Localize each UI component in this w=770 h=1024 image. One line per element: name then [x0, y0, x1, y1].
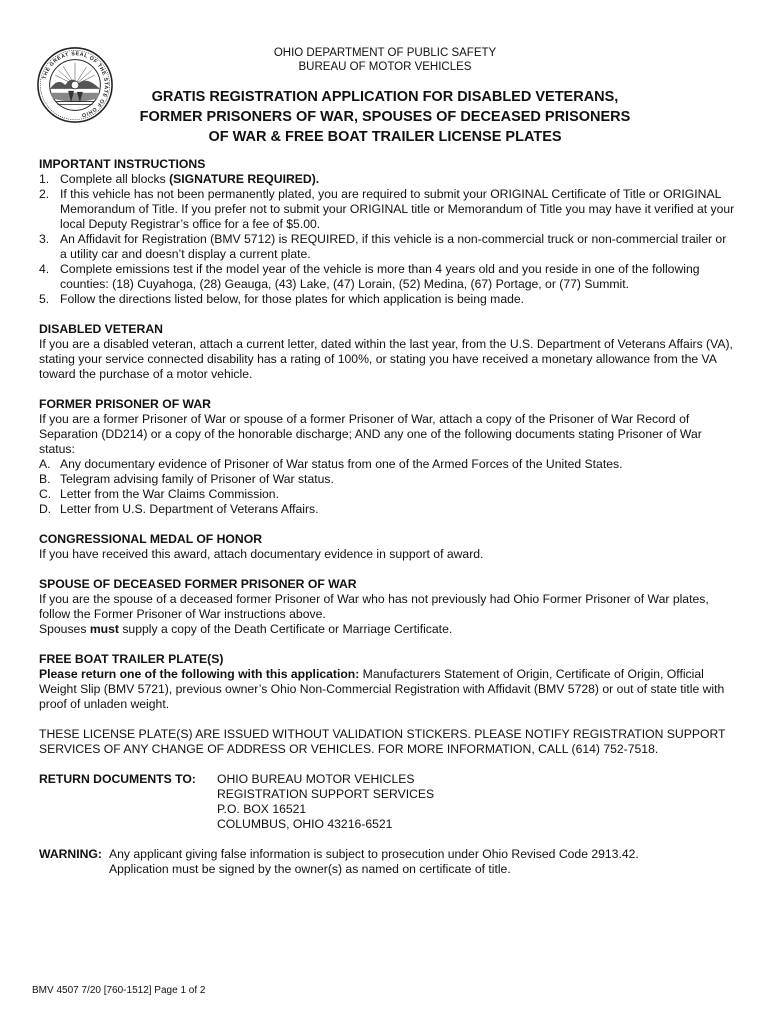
- item-text-plain: Complete all blocks: [60, 172, 170, 186]
- item-text: If this vehicle has not been permanently plated, you are required to submit your ORIGINAL Certificate of Title or ORIGINAL Memorandum of Title. If you prefer not to submit your ORIGINAL title or Memorandum of Title you may have it verified at your local Deputy Registrar’s office for a fee of $5.00.: [60, 187, 735, 231]
- instruction-item: [39, 172, 735, 187]
- item-number: 2.: [39, 187, 50, 201]
- address-line: P.O. BOX 16521: [217, 802, 307, 816]
- text-part: Manufacturers Statement of Origin, Certificate of Origin, Official Weight Slip (BMV 5721), previous owner’s Ohio Non-Commercial Registration with Affidavit (BMV 5728) or out of state title with proof of unladen weight.: [39, 667, 725, 711]
- title-line: GRATIS REGISTRATION APPLICATION FOR DISABLED VETERANS,: [151, 89, 619, 105]
- spouse-section: [39, 577, 735, 637]
- item-number: 4.: [39, 262, 50, 276]
- item-text: Any documentary evidence of Prisoner of War status from one of the Armed Forces of the United States.: [60, 457, 623, 471]
- item-number: 1.: [39, 172, 50, 186]
- instruction-item: [39, 262, 735, 292]
- instructions-heading: IMPORTANT INSTRUCTIONS: [39, 157, 206, 171]
- section-heading: DISABLED VETERAN: [39, 322, 163, 336]
- item-letter: A.: [39, 457, 51, 471]
- section-text: If you are the spouse of a deceased former Prisoner of War who has not previously had Ohio Former Prisoner of War plates, follow the Former Prisoner of War instructions above.: [39, 592, 709, 621]
- pow-document-item: [39, 472, 735, 487]
- form-body: [39, 157, 735, 877]
- svg-text:THE GREAT SEAL OF THE STATE OF: THE GREAT SEAL OF THE STATE OF OHIO: [41, 51, 109, 119]
- item-text: Letter from the War Claims Commission.: [60, 487, 279, 501]
- return-label: RETURN DOCUMENTS TO:: [39, 772, 196, 786]
- item-text: Follow the directions listed below, for those plates for which application is being made.: [60, 292, 525, 306]
- item-letter: B.: [39, 472, 51, 486]
- agency-name: OHIO DEPARTMENT OF PUBLIC SAFETY: [273, 47, 497, 59]
- return-address: [217, 772, 434, 832]
- address-line: OHIO BUREAU MOTOR VEHICLES: [217, 772, 415, 786]
- section-heading: SPOUSE OF DECEASED FORMER PRISONER OF WAR: [39, 577, 357, 591]
- section-text: [39, 667, 735, 712]
- section-text: If you have received this award, attach documentary evidence in support of award.: [39, 547, 484, 561]
- item-text: Telegram advising family of Prisoner of War status.: [60, 472, 334, 486]
- address-line: REGISTRATION SUPPORT SERVICES: [217, 787, 435, 801]
- agency-header: [0, 46, 770, 74]
- text-part: Spouses: [39, 622, 90, 636]
- item-text: Complete emissions test if the model year of the vehicle is more than 4 years old and you reside in one of the following counties: (18) Cuyahoga, (28) Geauga, (43) Lake, (47) Lorain, (52) Medina, (67) Portage, or (77) Summit.: [60, 262, 700, 291]
- title-line: OF WAR & FREE BOAT TRAILER LICENSE PLATES: [208, 129, 562, 145]
- warning-line: Application must be signed by the owner(s) as named on certificate of title.: [109, 862, 511, 876]
- warning-label: WARNING:: [39, 847, 102, 861]
- instruction-item: [39, 232, 735, 262]
- bold-lead: Please return one of the following with this application:: [39, 667, 360, 681]
- pow-document-item: [39, 457, 735, 472]
- pow-document-item: [39, 502, 735, 517]
- spouse-requirement: [39, 622, 735, 637]
- instructions-section: [39, 157, 735, 307]
- form-title: [0, 87, 770, 147]
- item-text: [60, 172, 735, 187]
- instruction-item: [39, 292, 735, 307]
- item-text: An Affidavit for Registration (BMV 5712) is REQUIRED, if this vehicle is a non-commercial truck or non-commercial trailer or a utility car and doesn’t display a current plate.: [60, 232, 727, 261]
- warning-text: [109, 847, 639, 877]
- instruction-item: [39, 187, 735, 232]
- medal-of-honor-section: [39, 532, 735, 562]
- boat-trailer-section: [39, 652, 735, 712]
- pow-document-item: [39, 487, 735, 502]
- bureau-name: BUREAU OF MOTOR VEHICLES: [298, 61, 472, 73]
- section-heading: FREE BOAT TRAILER PLATE(S): [39, 652, 224, 666]
- item-number: 3.: [39, 232, 50, 246]
- text-part: supply a copy of the Death Certificate or Marriage Certificate.: [118, 622, 453, 636]
- warning-line: Any applicant giving false information is subject to prosecution under Ohio Revised Code 2913.42.: [109, 847, 639, 861]
- item-letter: D.: [39, 502, 52, 516]
- section-heading: CONGRESSIONAL MEDAL OF HONOR: [39, 532, 262, 546]
- section-heading: FORMER PRISONER OF WAR: [39, 397, 211, 411]
- section-text: If you are a former Prisoner of War or spouse of a former Prisoner of War, attach a copy of the Prisoner of War Record of Separation (DD214) or a copy of the honorable discharge; AND any one of the following documents stating Prisoner of War status:: [39, 412, 702, 456]
- notice-text: THESE LICENSE PLATE(S) ARE ISSUED WITHOUT VALIDATION STICKERS. PLEASE NOTIFY REGISTRATION SUPPORT SERVICES OF ANY CHANGE OF ADDRESS OR VEHICLES. FOR MORE INFORMATION, CALL (614) 752-7518.: [39, 727, 726, 756]
- item-number: 5.: [39, 292, 50, 306]
- return-documents: [39, 772, 735, 832]
- form-footer: BMV 4507 7/20 [760-1512] Page 1 of 2: [32, 985, 206, 996]
- section-text: If you are a disabled veteran, attach a current letter, dated within the last year, from the U.S. Department of Veterans Affairs (VA), stating your service connected disability has a rating of 100%, or stating you have received a monetary allowance from the VA toward the purchase of a motor vehicle.: [39, 337, 733, 381]
- emphasis-must: must: [89, 622, 119, 636]
- warning-block: [39, 847, 735, 877]
- address-line: COLUMBUS, OHIO 43216-6521: [217, 817, 393, 831]
- signature-required-note: (SIGNATURE REQUIRED).: [169, 172, 320, 186]
- disabled-veteran-section: [39, 322, 735, 382]
- item-letter: C.: [39, 487, 52, 501]
- title-line: FORMER PRISONERS OF WAR, SPOUSES OF DECEASED PRISONERS: [139, 109, 631, 125]
- former-pow-section: [39, 397, 735, 517]
- item-text: Letter from U.S. Department of Veterans Affairs.: [60, 502, 319, 516]
